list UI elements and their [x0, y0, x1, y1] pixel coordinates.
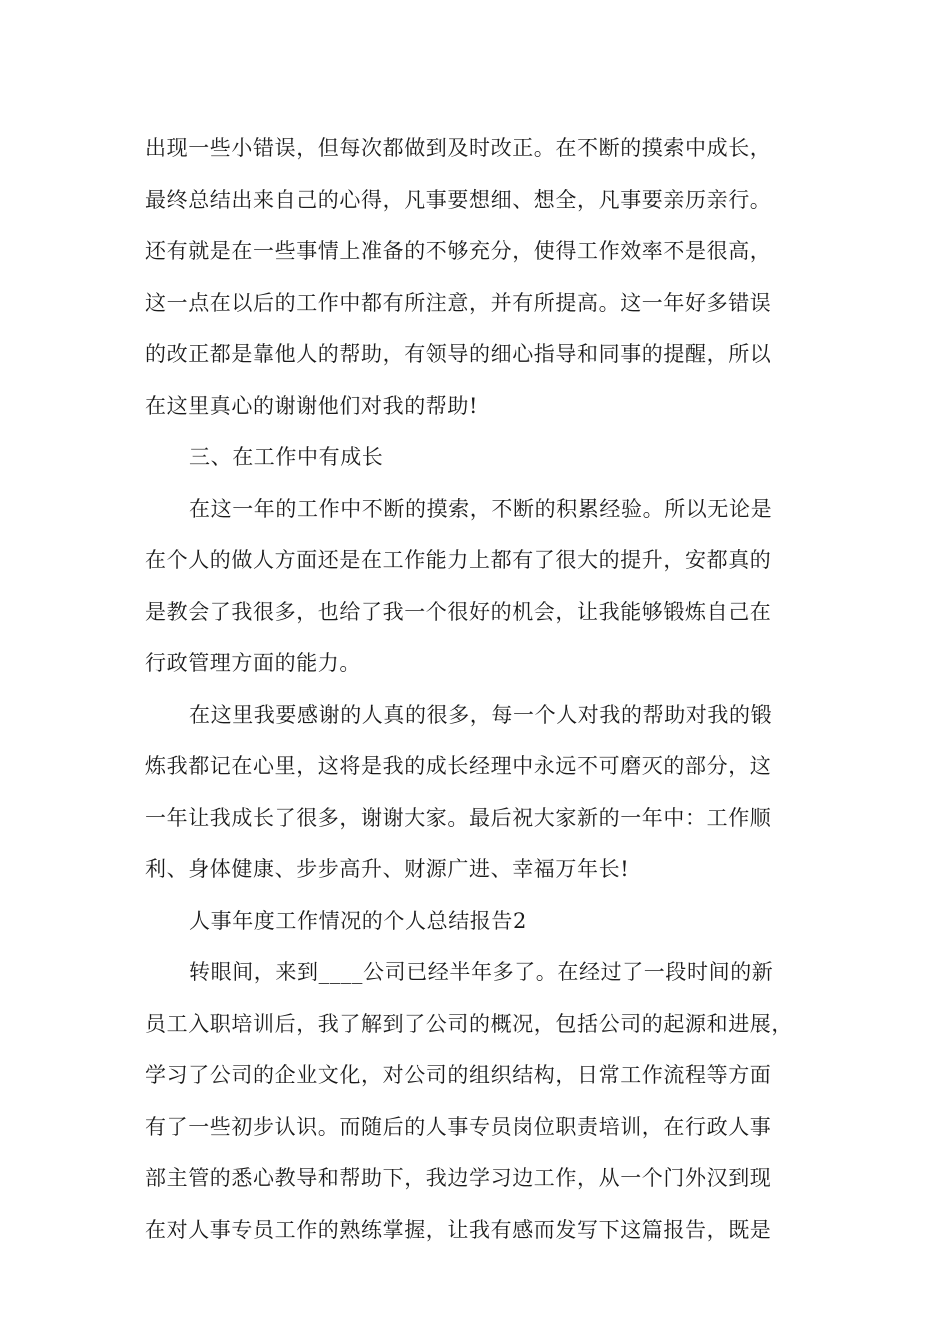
text-line: 在对人事专员工作的熟练掌握，让我有感而发写下这篇报告，既是 — [145, 1218, 772, 1242]
text-line: 转眼间，来到____公司已经半年多了。在经过了一段时间的新 — [189, 960, 774, 984]
text-line: 在这一年的工作中不断的摸索，不断的积累经验。所以无论是 — [189, 497, 773, 521]
text-line: 炼我都记在心里，这将是我的成长经理中永远不可磨灭的部分，这 — [145, 754, 772, 778]
text-line: 在个人的做人方面还是在工作能力上都有了很大的提升，安都真的 — [145, 548, 772, 572]
text-line: 最终总结出来自己的心得，凡事要想细、想全，凡事要亲历亲行。 — [145, 188, 772, 212]
text-line: 有了一些初步认识。而随后的人事专员岗位职责培训，在行政人事 — [145, 1115, 772, 1139]
text-line: 一年让我成长了很多，谢谢大家。最后祝大家新的一年中：工作顺 — [145, 806, 772, 830]
text-line: 在这里真心的谢谢他们对我的帮助! — [145, 394, 479, 418]
text-line: 在这里我要感谢的人真的很多，每一个人对我的帮助对我的锻 — [189, 703, 773, 727]
text-line: 的改正都是靠他人的帮助，有领导的细心指导和同事的提醒，所以 — [145, 342, 772, 366]
section-heading: 三、在工作中有成长 — [189, 445, 384, 469]
report-title: 人事年度工作情况的个人总结报告2 — [189, 909, 527, 933]
text-line: 还有就是在一些事情上准备的不够充分，使得工作效率不是很高， — [145, 239, 772, 263]
text-line: 学习了公司的企业文化，对公司的组织结构，日常工作流程等方面 — [145, 1063, 772, 1087]
text-line: 员工入职培训后，我了解到了公司的概况，包括公司的起源和进展， — [145, 1012, 793, 1036]
text-line: 是教会了我很多，也给了我一个很好的机会，让我能够锻炼自己在 — [145, 600, 772, 624]
text-line: 部主管的悉心教导和帮助下，我边学习边工作，从一个门外汉到现 — [145, 1166, 772, 1190]
text-line: 出现一些小错误，但每次都做到及时改正。在不断的摸索中成长， — [145, 136, 772, 160]
text-line: 利、身体健康、步步高升、财源广进、幸福万年长! — [145, 857, 630, 881]
text-line: 行政管理方面的能力。 — [145, 651, 361, 675]
text-line: 这一点在以后的工作中都有所注意，并有所提高。这一年好多错误 — [145, 291, 772, 315]
